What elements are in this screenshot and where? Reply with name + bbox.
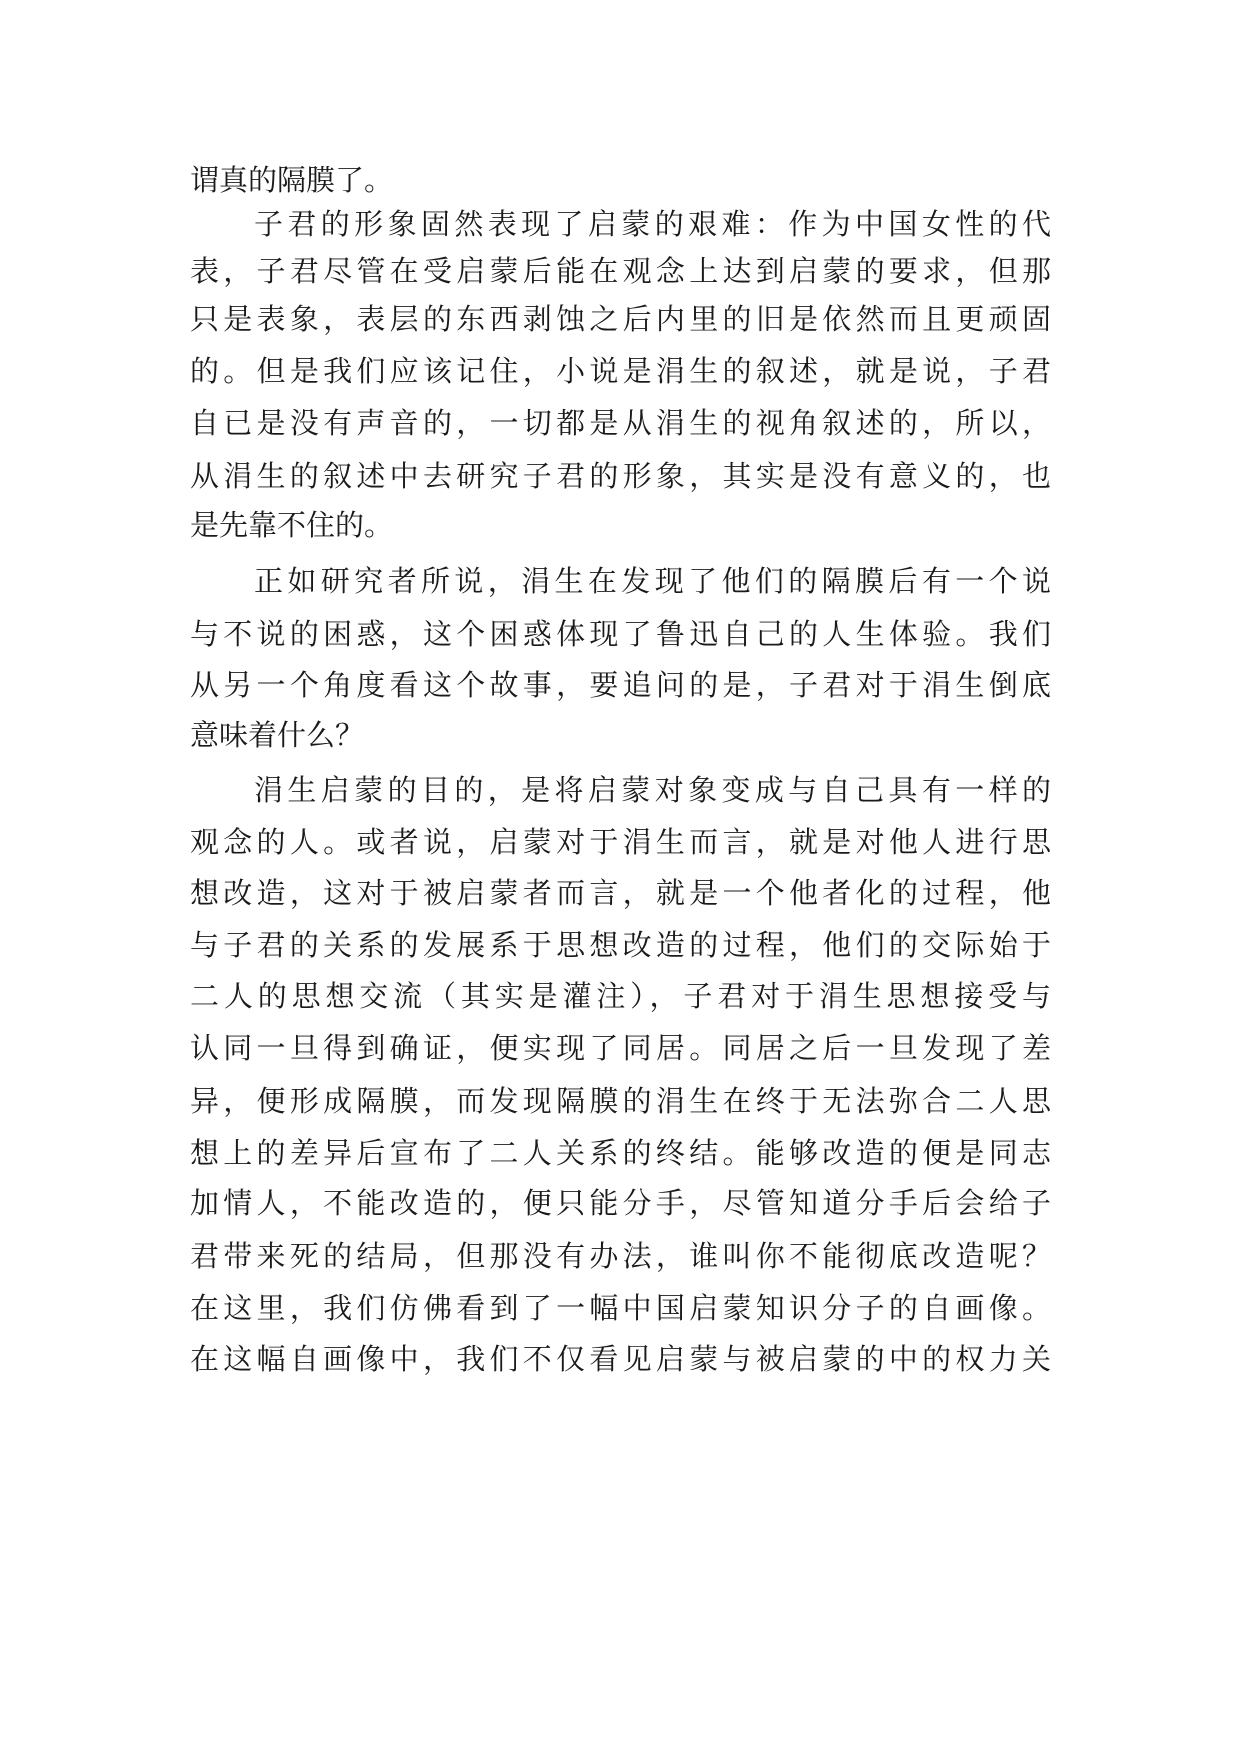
text-line: 二人的思想交流（其实是灌注），子君对于涓生思想接受与: [190, 979, 1051, 1013]
paragraph-first-line: 正如研究者所说，涓生在发现了他们的隔膜后有一个说: [254, 564, 1051, 598]
text-line: 从另一个角度看这个故事，要追问的是，子君对于涓生倒底: [190, 668, 1051, 702]
text-line: 观念的人。或者说，启蒙对于涓生而言，就是对他人进行思: [190, 825, 1051, 859]
text-line: 认同一旦得到确证，便实现了同居。同居之后一旦发现了差: [190, 1031, 1051, 1065]
text-line: 自已是没有声音的，一切都是从涓生的视角叙述的，所以，: [190, 406, 1051, 440]
text-line: 是先靠不住的。: [190, 508, 394, 542]
text-line: 加情人，不能改造的，便只能分手，尽管知道分手后会给子: [190, 1186, 1051, 1220]
text-line: 想上的差异后宣布了二人关系的终结。能够改造的便是同志: [190, 1136, 1051, 1170]
text-line: 在这幅自画像中，我们不仅看见启蒙与被启蒙的中的权力关: [190, 1342, 1051, 1376]
text-line: 意味着什么？: [190, 718, 365, 752]
text-line: 异，便形成隔膜，而发现隔膜的涓生在终于无法弥合二人思: [190, 1084, 1051, 1118]
text-line: 只是表象，表层的东西剥蚀之后内里的旧是依然而且更顽固: [190, 302, 1051, 336]
text-line: 表，子君尽管在受启蒙后能在观念上达到启蒙的要求，但那: [190, 254, 1051, 288]
text-line: 君带来死的结局，但那没有办法，谁叫你不能彻底改造呢？: [190, 1239, 1051, 1273]
text-line: 谓真的隔膜了。: [190, 163, 394, 197]
text-line: 在这里，我们仿佛看到了一幅中国启蒙知识分子的自画像。: [190, 1291, 1051, 1325]
text-line: 与子君的关系的发展系于思想改造的过程，他们的交际始于: [190, 928, 1051, 962]
paragraph-first-line: 子君的形象固然表现了启蒙的艰难：作为中国女性的代: [254, 207, 1051, 241]
paragraph-first-line: 涓生启蒙的目的，是将启蒙对象变成与自己具有一样的: [254, 773, 1051, 807]
text-line: 的。但是我们应该记住，小说是涓生的叙述，就是说，子君: [190, 354, 1051, 388]
text-line: 想改造，这对于被启蒙者而言，就是一个他者化的过程，他: [190, 876, 1051, 910]
text-line: 从涓生的叙述中去研究子君的形象，其实是没有意义的，也: [190, 459, 1051, 493]
text-line: 与不说的困惑，这个困惑体现了鲁迅自己的人生体验。我们: [190, 617, 1051, 651]
